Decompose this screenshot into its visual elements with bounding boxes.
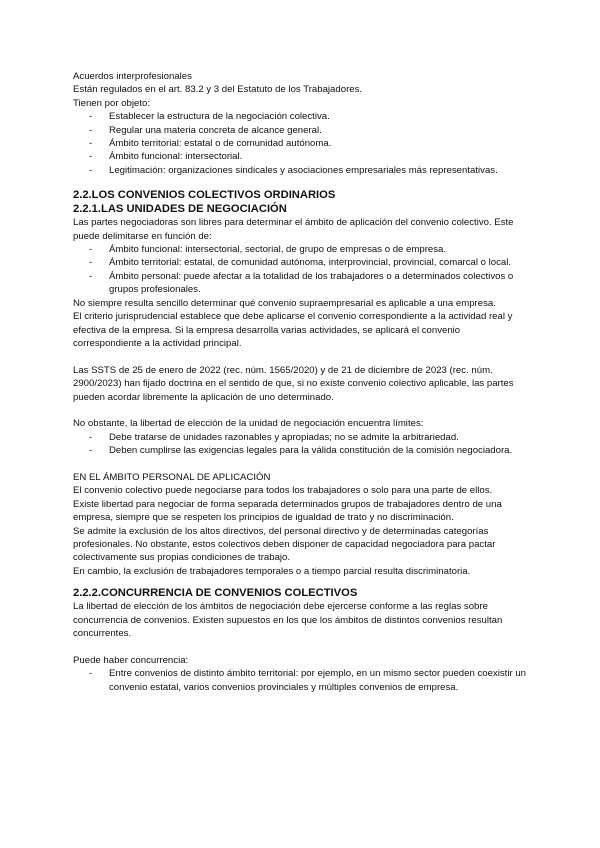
paragraph: El criterio jurisprudencial establece que debe aplicarse el convenio correspondiente a la actividad real y efectiva de la empresa. Si la empresa desarrolla varias actividades, se aplicará el convenio correspondiente a la actividad principal. — [73, 311, 513, 349]
paragraph: No siempre resulta sencillo determinar qué convenio supraempresarial es aplicable a una empresa. — [73, 297, 496, 309]
paragraph: En cambio, la exclusión de trabajadores temporales o a tiempo parcial resulta discriminatoria. — [73, 565, 471, 577]
limits-list — [73, 431, 531, 458]
list-item: - Legitimación: organizaciones sindicales y asociaciones empresariales más representativas. — [73, 164, 531, 177]
list-item: - Ámbito personal: puede afectar a la totalidad de los trabajadores o a determinados colectivos o grupos profesionales. — [73, 270, 531, 297]
section-heading-2-2-2: 2.2.2.CONCURRENCIA DE CONVENIOS COLECTIVOS — [73, 587, 358, 600]
section-heading-2-2-1: 2.2.1.LAS UNIDADES DE NEGOCIACIÓN — [73, 203, 287, 216]
list-item: - Entre convenios de distinto ámbito territorial: por ejemplo, en un mismo sector pueden coexistir un convenio estatal, varios convenios provinciales y múltiples convenios de empresa. — [73, 667, 531, 694]
list-item: - Establecer la estructura de la negociación colectiva. — [73, 110, 531, 123]
concurrence-list — [73, 667, 531, 694]
scopes-list — [73, 243, 531, 297]
intro-title: Acuerdos interprofesionales — [73, 71, 192, 82]
paragraph: Puede haber concurrencia: — [73, 654, 189, 666]
list-item: - Ámbito territorial: estatal, de comunidad autónoma, interprovincial, provincial, comarcal o local. — [73, 256, 531, 269]
paragraph: Se admite la exclusión de los altos directivos, del personal directivo y de determinadas categorías profesionales. No obstante, estos colectivos deben disponer de capacidad negociadora para pactar colectivamente sus propias condiciones de trabajo. — [73, 525, 496, 564]
document-page — [73, 70, 531, 694]
paragraph: Existe libertad para negociar de forma separada determinados grupos de trabajadores dentro de una empresa, siempre que se respeten los principios de igualdad de trato y no discriminación. — [73, 498, 502, 524]
list-item: - Debe tratarse de unidades razonables y apropiadas; no se admite la arbitrariedad. — [73, 431, 531, 444]
paragraph: No obstante, la libertad de elección de la unidad de negociación encuentra límites: — [73, 418, 424, 430]
list-item: - Ámbito funcional: intersectorial. — [73, 150, 531, 163]
list-item: - Ámbito territorial: estatal o de comunidad autónoma. — [73, 137, 531, 150]
paragraph: Las partes negociadoras son libres para determinar el ámbito de aplicación del convenio colectivo. Este puede delimitarse en función de: — [73, 217, 514, 242]
personal-scope-heading: EN EL ÁMBITO PERSONAL DE APLICACIÓN — [73, 471, 271, 483]
list-item: - Deben cumplirse las exigencias legales para la válida constitución de la comisión negociadora. — [73, 444, 531, 457]
list-item: - Ámbito funcional: intersectorial, sectorial, de grupo de empresas o de empresa. — [73, 243, 531, 256]
paragraph: La libertad de elección de los ámbitos de negociación debe ejercerse conforme a las reglas sobre concurrencia de convenios. Existen supuestos en los que los ámbitos de distintos convenios resultan concurrentes. — [73, 601, 503, 639]
paragraph: El convenio colectivo puede negociarse para todos los trabajadores o solo para una parte de ellos. — [73, 485, 493, 497]
intro-regulated: Están regulados en el art. 83.2 y 3 del Estatuto de los Trabajadores. — [73, 84, 363, 96]
list-item: - Regular una materia concreta de alcance general. — [73, 124, 531, 137]
paragraph: Las SSTS de 25 de enero de 2022 (rec. núm. 1565/2020) y de 21 de diciembre de 2023 (rec. núm. 2900/2023) han fijado doctrina en el sentido de que, si no existe convenio colectivo aplicable, las partes pueden acordar libremente la aplicación de uno determinado. — [73, 364, 514, 403]
objectives-list — [73, 110, 531, 177]
intro-objective-label: Tienen por objeto: — [73, 97, 150, 109]
section-heading-2-2: 2.2.LOS CONVENIOS COLECTIVOS ORDINARIOS — [73, 189, 336, 202]
